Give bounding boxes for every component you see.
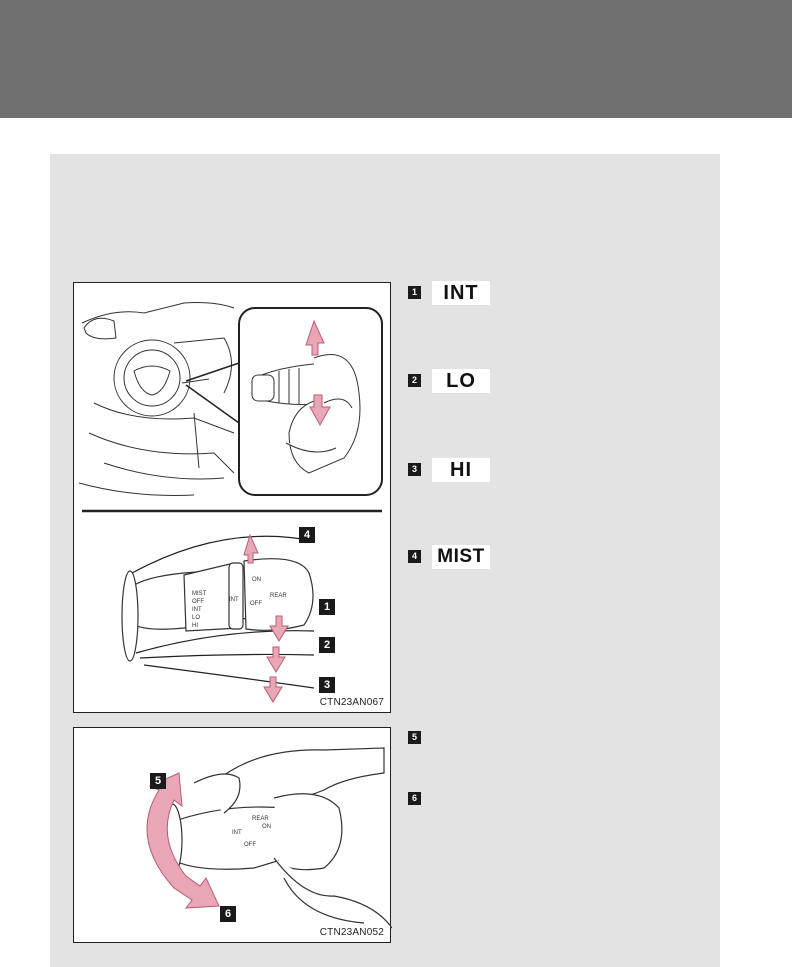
svg-text:OFF: OFF <box>244 842 256 848</box>
legend-number: 1 <box>408 286 421 299</box>
stalk-marking-int: INT <box>192 607 202 613</box>
legend-number-6: 6 <box>408 792 421 805</box>
stalk-marking-lo: LO <box>192 615 201 621</box>
figure-callout-1: 1 <box>319 599 335 615</box>
stalk-marking-hi: HI <box>192 623 198 629</box>
legend-number: 4 <box>408 550 421 563</box>
stalk-marking-rear-int: INT <box>229 597 239 603</box>
legend-mode-label: INT <box>432 281 490 305</box>
svg-text:INT: INT <box>232 830 242 836</box>
figure-callout-3: 3 <box>319 677 335 693</box>
wiper-switch-figure <box>73 282 391 713</box>
figure-code-bottom: CTN23AN052 <box>319 927 384 938</box>
figure-callout-2: 2 <box>319 637 335 653</box>
wiper-switch-illustration <box>74 283 392 714</box>
stalk-marking-mist: MIST <box>192 591 207 597</box>
stalk-marking-off: OFF <box>192 599 204 605</box>
svg-text:ON: ON <box>262 824 271 830</box>
legend-mode-label: HI <box>432 458 490 482</box>
figure-callout-4: 4 <box>299 527 315 543</box>
legend-number: 3 <box>408 463 421 476</box>
legend-number: 2 <box>408 374 421 387</box>
figure-callout-5: 5 <box>150 773 166 789</box>
rotary-adjust-figure <box>73 727 391 943</box>
stalk-marking-rear-on: ON <box>252 577 261 583</box>
legend-mode-label: MIST <box>432 545 490 569</box>
stalk-marking-rear: REAR <box>270 593 287 599</box>
legend-number-5: 5 <box>408 731 421 744</box>
header-band <box>0 0 792 118</box>
figure-callout-6: 6 <box>220 906 236 922</box>
stalk-marking-rear-off: OFF <box>250 601 262 607</box>
legend-mode-label: LO <box>432 369 490 393</box>
figure-code-top: CTN23AN067 <box>319 697 384 708</box>
svg-text:REAR: REAR <box>252 816 269 822</box>
